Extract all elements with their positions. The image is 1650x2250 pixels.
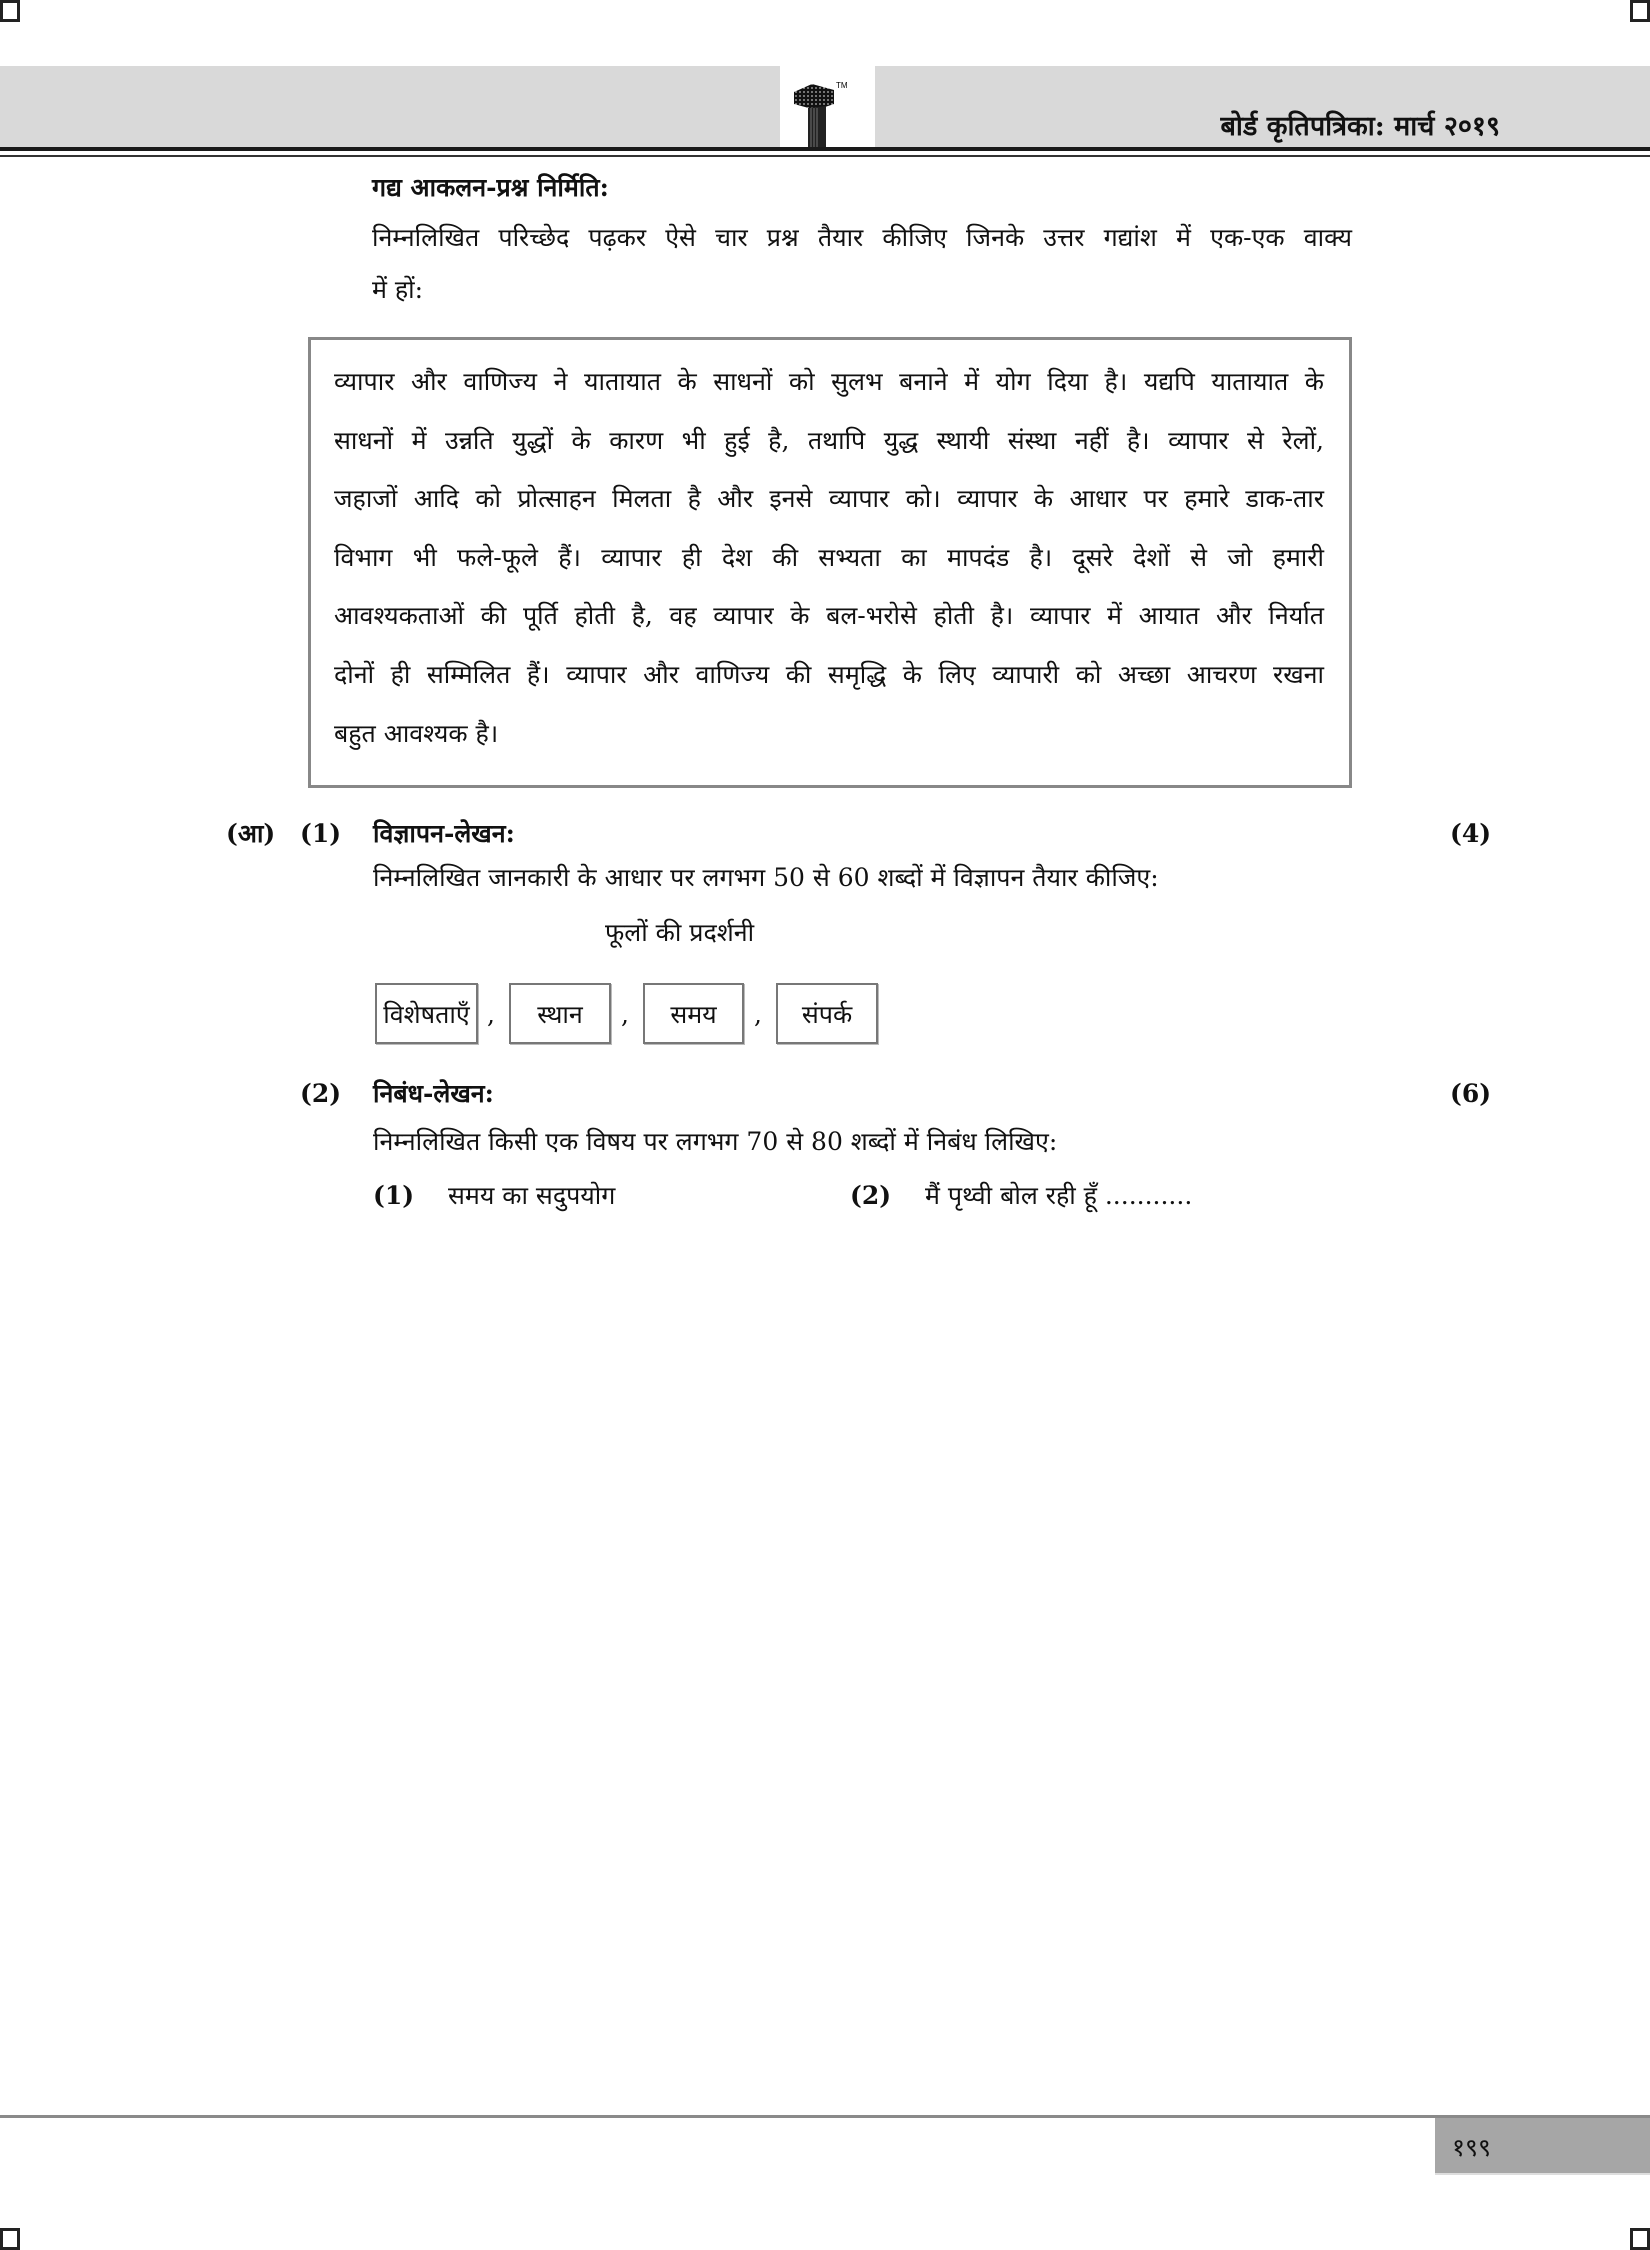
passage-line: बहुत आवश्यक है। xyxy=(334,719,499,748)
instruction-line-1: निम्नलिखित परिच्छेद पढ़कर ऐसे चार प्रश्न तैयार कीजिए जिनके उत्तर गद्यांश में एक-एक वाक्य xyxy=(372,223,1352,252)
option-number: (2) xyxy=(850,1181,892,1210)
header-band-left xyxy=(0,66,780,148)
crop-mark-bottom-left xyxy=(0,2228,20,2250)
keyword-box: समय xyxy=(643,983,744,1044)
keyword-box: संपर्क xyxy=(776,983,878,1044)
trademark-mark: TM xyxy=(836,81,848,90)
marks-label: (4) xyxy=(1450,819,1492,848)
question-instruction: निम्नलिखित जानकारी के आधार पर लगभग 50 से 60 शब्दों में विज्ञापन तैयार कीजिए: xyxy=(373,863,1159,892)
passage-line: आवश्यकताओं की पूर्ति होती है, वह व्यापार के बल-भरोसे होती है। व्यापार में आयात और निर्यात xyxy=(334,601,1324,630)
passage-line: व्यापार और वाणिज्य ने यातायात के साधनों को सुलभ बनाने में योग दिया है। यद्यपि यातायात के xyxy=(334,367,1324,396)
section-heading: गद्य आकलन-प्रश्न निर्मिति: xyxy=(372,173,609,202)
header-title: बोर्ड कृतिपत्रिका: मार्च २०१९ xyxy=(1220,111,1500,142)
passage-line: जहाजों आदि को प्रोत्साहन मिलता है और इनसे व्यापार को। व्यापार के आधार पर हमारे डाक-तार xyxy=(334,484,1324,513)
passage-line: दोनों ही सम्मिलित हैं। व्यापार और वाणिज्य की समृद्धि के लिए व्यापारी को अच्छा आचरण रखना xyxy=(334,660,1324,689)
passage-line: विभाग भी फले-फूले हैं। व्यापार ही देश की सभ्यता का मापदंड है। दूसरे देशों से जो हमारी xyxy=(334,543,1324,572)
advert-topic: फूलों की प्रदर्शनी xyxy=(605,918,755,947)
footer-rule xyxy=(0,2115,1650,2118)
question-instruction: निम्नलिखित किसी एक विषय पर लगभग 70 से 80 शब्दों में निबंध लिखिए: xyxy=(373,1127,1058,1156)
keyword-box: स्थान xyxy=(509,983,611,1044)
crop-mark-top-left xyxy=(0,0,20,22)
question-number: (1) xyxy=(300,819,342,848)
crop-mark-bottom-right xyxy=(1630,2228,1650,2250)
question-number: (2) xyxy=(300,1079,342,1108)
section-label: (आ) xyxy=(226,819,276,848)
essay-option: मैं पृथ्वी बोल रही हूँ ........... xyxy=(925,1181,1193,1210)
page-number: १९९ xyxy=(1452,2133,1492,2162)
separator: , xyxy=(621,1000,629,1029)
marks-label: (6) xyxy=(1450,1079,1492,1108)
passage-box xyxy=(308,337,1352,788)
essay-option: समय का सदुपयोग xyxy=(448,1181,616,1210)
option-number: (1) xyxy=(373,1181,415,1210)
crop-mark-top-right xyxy=(1630,0,1650,22)
separator: , xyxy=(487,1000,495,1029)
keyword-box: विशेषताएँ xyxy=(375,983,478,1044)
page-number-box xyxy=(1435,2118,1650,2173)
instruction-line-2: में हों: xyxy=(372,275,424,304)
separator: , xyxy=(754,1000,762,1029)
question-title: निबंध-लेखन: xyxy=(373,1079,494,1108)
question-title: विज्ञापन-लेखन: xyxy=(373,819,515,848)
T-logo-icon xyxy=(790,78,850,148)
header-rule-thin xyxy=(0,155,1650,157)
header-rule xyxy=(0,147,1650,151)
passage-line: साधनों में उन्नति युद्धों के कारण भी हुई है, तथापि युद्ध स्थायी संस्था नहीं है। व्यापार से रेलों, xyxy=(334,426,1324,455)
